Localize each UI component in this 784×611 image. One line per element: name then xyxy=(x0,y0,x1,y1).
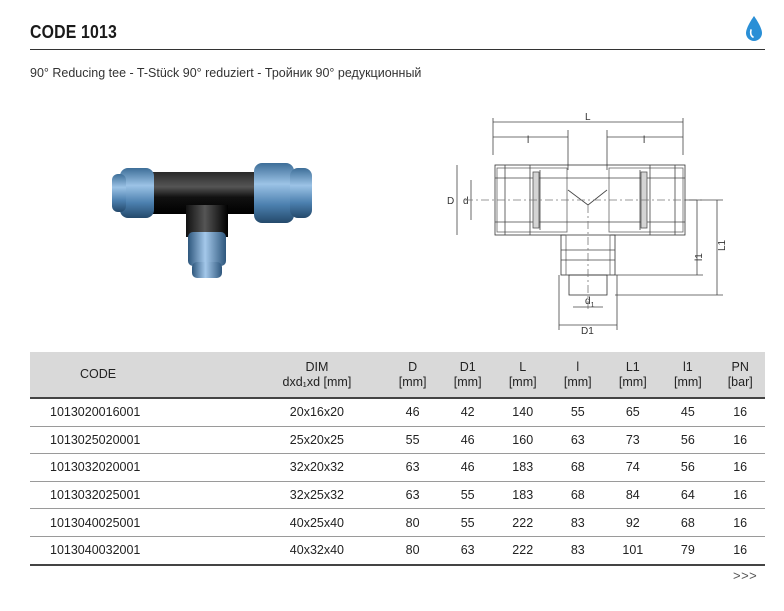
table-cell: 83 xyxy=(550,536,605,564)
page-title: CODE 1013 xyxy=(30,22,117,42)
table-cell: 65 xyxy=(605,398,660,426)
dim-label-d1: $d_1$ xyxy=(585,296,595,309)
table-cell: 46 xyxy=(440,454,495,482)
table-row xyxy=(30,509,765,537)
table-cell: 92 xyxy=(605,509,660,537)
table-cell: 64 xyxy=(660,481,715,509)
dim-label-d: d xyxy=(463,196,469,207)
table-cell: 222 xyxy=(495,536,550,564)
table-cell: 42 xyxy=(440,398,495,426)
water-drop-icon xyxy=(743,14,765,44)
table-cell: 160 xyxy=(495,426,550,454)
table-cell: 1013040032001 xyxy=(30,536,249,564)
col-header-code: CODE xyxy=(30,352,249,398)
table-cell: 55 xyxy=(385,426,440,454)
table-row xyxy=(30,481,765,509)
table-cell: 68 xyxy=(660,509,715,537)
table-cell: 46 xyxy=(385,398,440,426)
product-photo xyxy=(108,150,318,285)
table-cell: 16 xyxy=(715,481,765,509)
table-cell: 20x16x20 xyxy=(249,398,385,426)
table-cell: 1013032025001 xyxy=(30,481,249,509)
next-page-link[interactable]: >>> xyxy=(733,568,758,583)
dim-label-D1: D1 xyxy=(581,326,594,335)
product-subtitle: 90° Reducing tee - T-Stück 90° reduziert - Тройник 90° редукционный xyxy=(30,66,422,80)
table-cell: 55 xyxy=(550,398,605,426)
dimensions-table xyxy=(30,352,765,566)
dim-label-l1: l1 xyxy=(694,253,705,261)
table-cell: 45 xyxy=(660,398,715,426)
table-cell: 63 xyxy=(385,481,440,509)
col-header-l1: l1 [mm] xyxy=(660,352,715,398)
table-cell: 183 xyxy=(495,481,550,509)
table-row xyxy=(30,454,765,482)
dim-label-l-right: l xyxy=(643,135,646,146)
col-header-dim: DIM dxd₁xd [mm] xyxy=(249,352,385,398)
table-cell: 73 xyxy=(605,426,660,454)
table-cell: 83 xyxy=(550,509,605,537)
table-cell: 222 xyxy=(495,509,550,537)
table-cell: 46 xyxy=(440,426,495,454)
dim-label-D: D xyxy=(447,196,455,207)
table-cell: 55 xyxy=(440,481,495,509)
table-cell: 68 xyxy=(550,481,605,509)
table-cell: 63 xyxy=(440,536,495,564)
table-cell: 79 xyxy=(660,536,715,564)
table-cell: 25x20x25 xyxy=(249,426,385,454)
table-cell: 40x25x40 xyxy=(249,509,385,537)
table-cell: 80 xyxy=(385,509,440,537)
table-cell: 80 xyxy=(385,536,440,564)
col-header-L: L [mm] xyxy=(495,352,550,398)
dim-label-l-left: l xyxy=(527,135,530,146)
table-cell: 68 xyxy=(550,454,605,482)
table-cell: 84 xyxy=(605,481,660,509)
table-cell: 1013020016001 xyxy=(30,398,249,426)
table-cell: 16 xyxy=(715,536,765,564)
table-cell: 63 xyxy=(550,426,605,454)
technical-drawing xyxy=(435,110,735,335)
col-header-D: D [mm] xyxy=(385,352,440,398)
table-cell: 16 xyxy=(715,426,765,454)
table-row xyxy=(30,426,765,454)
table-cell: 63 xyxy=(385,454,440,482)
table-cell: 16 xyxy=(715,454,765,482)
table-body xyxy=(30,398,765,565)
table-row xyxy=(30,398,765,426)
table-cell: 32x20x32 xyxy=(249,454,385,482)
col-header-L1: L1 [mm] xyxy=(605,352,660,398)
table-cell: 101 xyxy=(605,536,660,564)
table-cell: 74 xyxy=(605,454,660,482)
dim-label-L1: L1 xyxy=(717,239,728,251)
table-cell: 183 xyxy=(495,454,550,482)
table-row xyxy=(30,536,765,564)
table-header-row xyxy=(30,352,765,398)
table-cell: 140 xyxy=(495,398,550,426)
table-cell: 40x32x40 xyxy=(249,536,385,564)
dim-label-L: L xyxy=(585,112,591,123)
col-header-l: l [mm] xyxy=(550,352,605,398)
table-cell: 1013040025001 xyxy=(30,509,249,537)
title-divider xyxy=(30,49,765,50)
table-cell: 16 xyxy=(715,398,765,426)
col-header-pn: PN [bar] xyxy=(715,352,765,398)
col-header-D1: D1 [mm] xyxy=(440,352,495,398)
table-cell: 55 xyxy=(440,509,495,537)
table-cell: 32x25x32 xyxy=(249,481,385,509)
table-cell: 56 xyxy=(660,426,715,454)
table-cell: 16 xyxy=(715,509,765,537)
table-cell: 1013025020001 xyxy=(30,426,249,454)
table-cell: 56 xyxy=(660,454,715,482)
table-cell: 1013032020001 xyxy=(30,454,249,482)
